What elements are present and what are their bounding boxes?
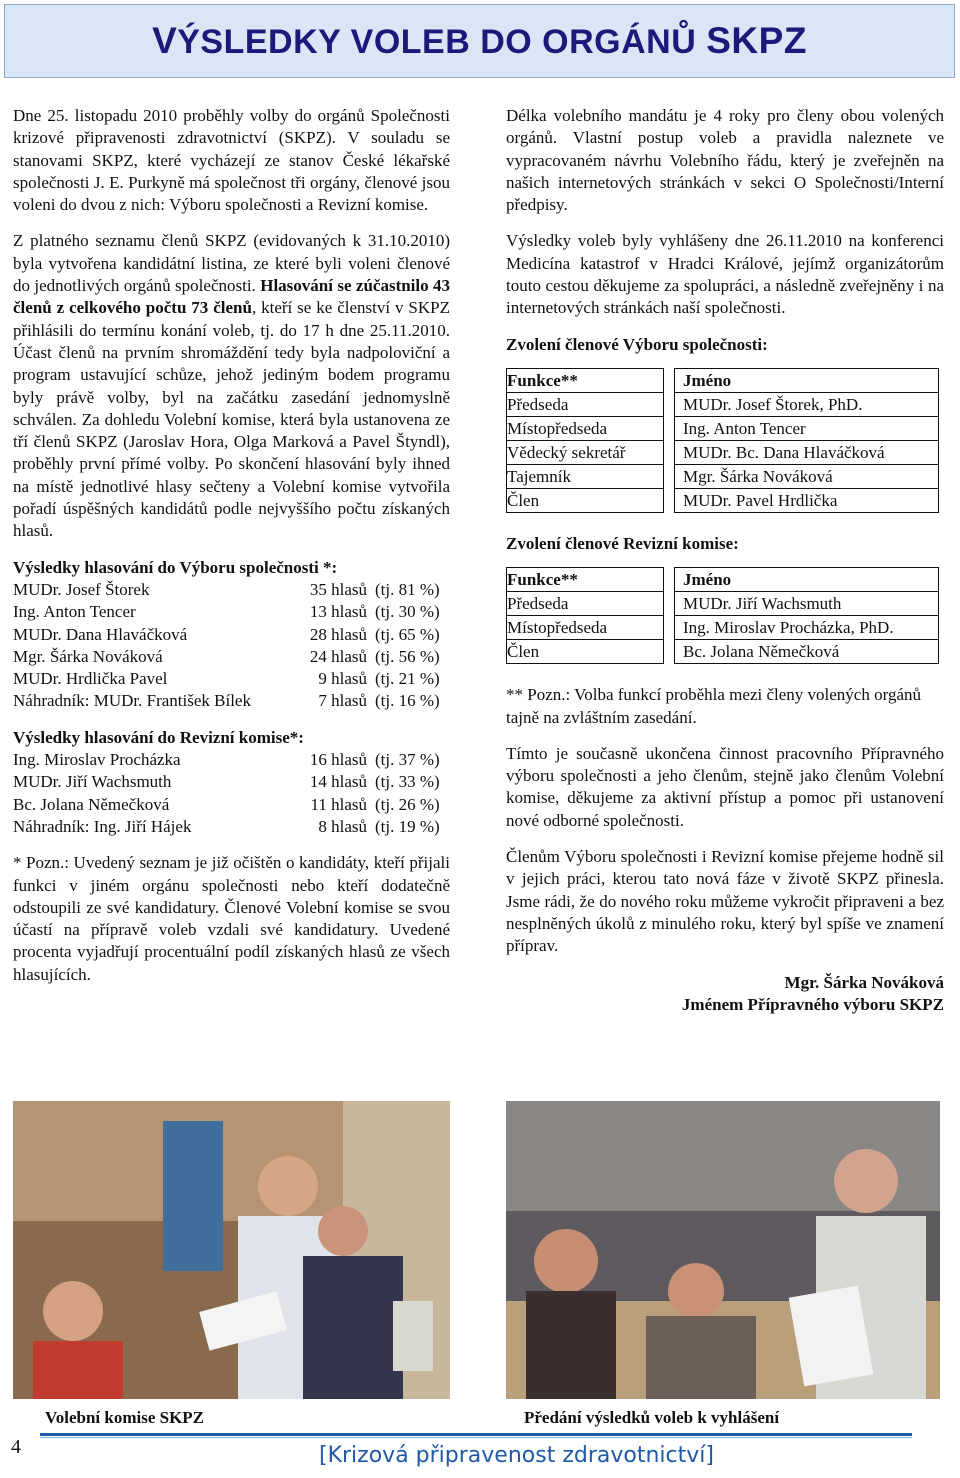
vybor-results-title: Výsledky hlasování do Výboru společnosti *: <box>13 557 338 577</box>
result-row <box>13 749 450 771</box>
table-gap <box>664 640 675 664</box>
result-row <box>13 771 450 793</box>
table-row <box>507 416 939 440</box>
result-row <box>13 624 450 646</box>
vote-count: 28 hlasů <box>309 624 367 644</box>
candidates-note: * Pozn.: Uvedený seznam je již očištěn o kandidáty, kteří přijali funkci v jiném orgánu společnosti nebo kteří dodatečně odstoupili ze své kandidatury. Členové Volební komise se svou účastí na přípravě voleb vzdali své kandidatury. Uvedené procenta vyjadřují procentuální podíl získaných hlasů ze všech hlasujících. <box>13 853 450 984</box>
vybor-members-table <box>506 368 939 513</box>
election-committee-photo <box>13 1101 450 1399</box>
functions-note: ** Pozn.: Volba funkcí proběhla mezi členy volených orgánů tajně na zvláštním zasedání. <box>506 685 921 727</box>
table-header-row <box>507 368 939 392</box>
revizni-results <box>13 727 450 838</box>
vote-count: 13 hlasů <box>309 602 367 622</box>
vote-percent: (tj. 56 %) <box>375 646 440 666</box>
name-cell: Ing. Miroslav Procházka, PhD. <box>675 616 939 640</box>
function-cell: Tajemník <box>507 464 664 488</box>
vote-count: 16 hlasů <box>309 750 367 770</box>
table-gap <box>664 488 675 512</box>
table-row <box>507 392 939 416</box>
name-cell: MUDr. Jiří Wachsmuth <box>675 592 939 616</box>
vote-percent: (tj. 33 %) <box>375 772 440 792</box>
function-cell: Funkce** <box>507 368 664 392</box>
candidate-name: Bc. Jolana Němečková <box>13 794 170 814</box>
right-column <box>506 105 944 1016</box>
function-cell: Vědecký sekretář <box>507 440 664 464</box>
name-cell: MUDr. Bc. Dana Hlaváčková <box>675 440 939 464</box>
vote-percent: (tj. 37 %) <box>375 750 440 770</box>
candidate-name: MUDr. Josef Štorek <box>13 579 150 599</box>
result-row <box>13 646 450 668</box>
footer-rule-thin <box>40 1437 912 1438</box>
table-row <box>507 440 939 464</box>
table-row <box>507 464 939 488</box>
wishes-paragraph: Členům Výboru společnosti i Revizní komise přejeme hodně sil v jejich práci, kterou tato nová fáze v životě SKPZ přinesla. Jsme rádi, že do nového roku můžeme vykročit připraveni a bez nesplněných úkolů z minulého roku, který byl spíše ve znamení příprav. <box>506 847 944 956</box>
revizni-members-title: Zvolení členové Revizní komise: <box>506 533 739 553</box>
name-cell: MUDr. Josef Štorek, PhD. <box>675 392 939 416</box>
table-row <box>507 488 939 512</box>
result-row <box>13 816 450 838</box>
footer-publication-title: [Krizová připravenost zdravotnictví] <box>319 1443 714 1468</box>
vybor-members-title: Zvolení členové Výboru společnosti: <box>506 334 768 354</box>
table-gap <box>664 368 675 392</box>
function-cell: Člen <box>507 488 664 512</box>
vote-count: 7 hlasů <box>318 691 367 711</box>
name-cell: Ing. Anton Tencer <box>675 416 939 440</box>
results-handover-photo <box>506 1101 940 1399</box>
candidate-name: Náhradník: MUDr. František Bílek <box>13 691 251 711</box>
vote-percent: (tj. 81 %) <box>375 579 440 599</box>
page-header <box>4 4 955 78</box>
revizni-members-table <box>506 567 939 664</box>
vote-percent: (tj. 30 %) <box>375 602 440 622</box>
result-row <box>13 668 450 690</box>
name-cell: Jméno <box>675 568 939 592</box>
result-row <box>13 579 450 601</box>
vote-percent: (tj. 19 %) <box>375 816 440 836</box>
table-gap <box>664 416 675 440</box>
signature-name: Mgr. Šárka Nováková <box>784 972 944 992</box>
table-gap <box>664 440 675 464</box>
table-row <box>507 592 939 616</box>
vote-count: 8 hlasů <box>318 816 367 836</box>
footer-rule <box>40 1433 912 1436</box>
vote-count: 9 hlasů <box>318 669 367 689</box>
vote-percent: (tj. 26 %) <box>375 794 440 814</box>
result-row <box>13 794 450 816</box>
intro-paragraph: Dne 25. listopadu 2010 proběhly volby do orgánů Společnosti krizové připravenosti zdravotnictví (SKPZ). V souladu se stanovami SKPZ, které vycházejí ze stanov České lékařské společnosti J. E. Purkyně má společnost tři orgány, členové jsou voleni do dvou z nich: Výboru společnosti a Revizní komise. <box>13 106 450 215</box>
name-cell: MUDr. Pavel Hrdlička <box>675 488 939 512</box>
candidate-name: MUDr. Dana Hlaváčková <box>13 624 188 644</box>
vote-percent: (tj. 16 %) <box>375 691 440 711</box>
right-photo-caption: Předání výsledků voleb k vyhlášení <box>524 1408 780 1427</box>
table-header-row <box>507 568 939 592</box>
name-cell: Jméno <box>675 368 939 392</box>
mandate-paragraph: Délka volebního mandátu je 4 roky pro členy obou volených orgánů. Vlastní postup voleb a pravidla naleznete ve vypracovaném návrhu Volebního řádu, který je zveřejněn na našich internetových stránkách v sekci O Společnosti/Interní předpisy. <box>506 106 944 215</box>
vybor-results <box>13 557 450 713</box>
vote-count: 24 hlasů <box>309 646 367 666</box>
table-gap <box>664 464 675 488</box>
table-gap <box>664 568 675 592</box>
function-cell: Místopředseda <box>507 416 664 440</box>
table-gap <box>664 616 675 640</box>
table-row <box>507 616 939 640</box>
vote-count: 11 hlasů <box>310 794 367 814</box>
table-row <box>507 640 939 664</box>
vote-count: 35 hlasů <box>309 579 367 599</box>
candidate-name: Mgr. Šárka Nováková <box>13 646 163 666</box>
candidate-name: Ing. Anton Tencer <box>13 602 136 622</box>
revizni-results-title: Výsledky hlasování do Revizní komise*: <box>13 727 304 747</box>
function-cell: Předseda <box>507 592 664 616</box>
page-number: 4 <box>11 1436 21 1458</box>
function-cell: Člen <box>507 640 664 664</box>
candidate-name: MUDr. Jiří Wachsmuth <box>13 772 172 792</box>
left-column <box>13 105 450 1000</box>
table-gap <box>664 592 675 616</box>
vote-percent: (tj. 65 %) <box>375 624 440 644</box>
result-row <box>13 690 450 712</box>
function-cell: Místopředseda <box>507 616 664 640</box>
vote-percent: (tj. 21 %) <box>375 669 440 689</box>
name-cell: Bc. Jolana Němečková <box>675 640 939 664</box>
candidate-name: MUDr. Hrdlička Pavel <box>13 669 168 689</box>
candidate-name: Ing. Miroslav Procházka <box>13 750 181 770</box>
page-title: VÝSLEDKY VOLEB DO ORGÁNŮ SKPZ <box>152 20 807 61</box>
function-cell: Předseda <box>507 392 664 416</box>
announcement-paragraph: Výsledky voleb byly vyhlášeny dne 26.11.2010 na konferenci Medicína katastrof v Hradci Králové, jejímž organizátorům touto cestou děkujeme za spolupráci, a následně zveřejněny i na internetových stránkách naší společnosti. <box>506 231 944 318</box>
signature-role: Jménem Přípravného výboru SKPZ <box>681 994 944 1014</box>
vote-count: 14 hlasů <box>309 772 367 792</box>
candidate-name: Náhradník: Ing. Jiří Hájek <box>13 816 192 836</box>
name-cell: Mgr. Šárka Nováková <box>675 464 939 488</box>
function-cell: Funkce** <box>507 568 664 592</box>
result-row <box>13 601 450 623</box>
left-photo-caption: Volební komise SKPZ <box>45 1408 205 1427</box>
table-gap <box>664 392 675 416</box>
closing-paragraph: Tímto je současně ukončena činnost pracovního Přípravného výboru společnosti a jeho členům, stejně jako členům Volební komise, děkujeme za aktivní přístup a pomoc při ustanovení nové odborné společnosti. <box>506 743 944 830</box>
candidates-paragraph: Z platného seznamu členů SKPZ (evidovaných k 31.10.2010) byla vytvořena kandidátní listina, ze které byli voleni členové do jednotlivých orgánů společnosti. Hlasování se zúčastnilo 43 členů z celkového počtu 73 členů, kteří se ke členství v SKPZ přihlásili do termínu konání voleb, tj. do 17 h dne 25.11.2010. Účast členů na prvním shromáždění tedy byla nadpoloviční a program ustavující schůze, jehož jediným bodem programu byly právě volby, byl na začátku zasedání jednomyslně schválen. Za dohledu Volební komise, která byla ustanovena ze tří členů SKPZ (Jaroslav Hora, Olga Marková a Pavel Štyndl), proběhly první přímé volby. Po skončení hlasování byly ihned na místě jednotlivé hlasy sečteny a Volební komise vytvořila pořadí úspěšných kandidátů podle nejvyššího počtu získaných hlasů. <box>13 231 451 541</box>
